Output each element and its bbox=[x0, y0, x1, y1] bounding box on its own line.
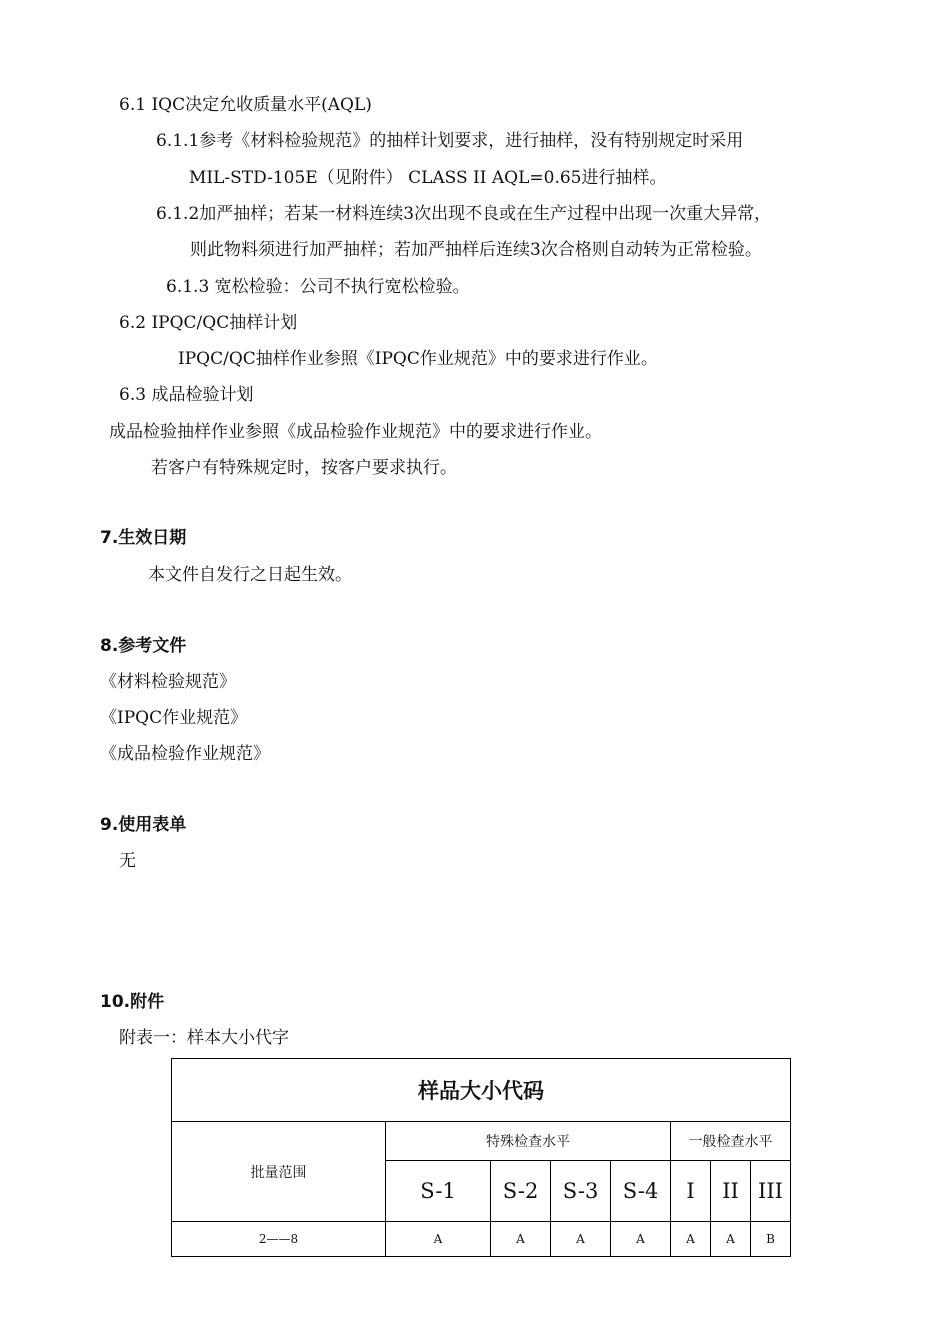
reference-item: 《成品检验作业规范》 bbox=[100, 744, 270, 764]
code-cell: A bbox=[671, 1222, 711, 1257]
code-cell: A bbox=[611, 1222, 671, 1257]
section-9-heading: 9.使用表单 bbox=[100, 815, 187, 835]
section-9-body: 无 bbox=[119, 851, 136, 871]
section-6-2-title: 6.2 IPQC/QC抽样计划 bbox=[119, 313, 298, 333]
code-cell: A bbox=[491, 1222, 551, 1257]
section-6-1-3: 6.1.3 宽松检验：公司不执行宽松检验。 bbox=[166, 277, 470, 297]
level-header: II bbox=[711, 1161, 751, 1222]
lot-range-header: 批量范围 bbox=[172, 1122, 386, 1222]
code-cell: A bbox=[551, 1222, 611, 1257]
section-6-1-2-line-2: 则此物料须进行加严抽样；若加严抽样后连续3次合格则自动转为正常检验。 bbox=[190, 240, 762, 260]
section-6-1-2-line-1: 6.1.2加严抽样；若某一材料连续3次出现不良或在生产过程中出现一次重大异常， bbox=[156, 204, 772, 224]
lot-range-cell: 2——8 bbox=[172, 1222, 386, 1257]
section-10-heading: 10.附件 bbox=[100, 992, 165, 1012]
level-header: S-2 bbox=[491, 1161, 551, 1222]
section-6-3-body: 成品检验抽样作业参照《成品检验作业规范》中的要求进行作业。 bbox=[109, 422, 602, 442]
code-cell: B bbox=[751, 1222, 791, 1257]
level-header: S-3 bbox=[551, 1161, 611, 1222]
level-header: I bbox=[671, 1161, 711, 1222]
section-6-1-1-line-2: MIL-STD-105E（见附件） CLASS II AQL=0.65进行抽样。 bbox=[189, 168, 667, 188]
code-cell: A bbox=[711, 1222, 751, 1257]
section-6-1-title: 6.1 IQC决定允收质量水平(AQL) bbox=[119, 95, 372, 115]
sample-size-code-table bbox=[171, 1058, 791, 1257]
section-8-heading: 8.参考文件 bbox=[100, 636, 187, 656]
level-header: S-1 bbox=[386, 1161, 491, 1222]
reference-item: 《材料检验规范》 bbox=[100, 672, 236, 692]
section-7-heading: 7.生效日期 bbox=[100, 528, 187, 548]
section-6-2-body: IPQC/QC抽样作业参照《IPQC作业规范》中的要求进行作业。 bbox=[178, 349, 658, 369]
section-7-body: 本文件自发行之日起生效。 bbox=[148, 565, 352, 585]
general-level-header: 一般检查水平 bbox=[671, 1122, 791, 1161]
appendix-caption: 附表一：样本大小代字 bbox=[119, 1028, 289, 1048]
special-level-header: 特殊检查水平 bbox=[386, 1122, 671, 1161]
section-6-3-body-2: 若客户有特殊规定时，按客户要求执行。 bbox=[151, 458, 457, 478]
level-header: S-4 bbox=[611, 1161, 671, 1222]
table-row bbox=[172, 1222, 791, 1257]
section-6-3-title: 6.3 成品检验计划 bbox=[119, 385, 254, 405]
section-6-1-1-line-1: 6.1.1参考《材料检验规范》的抽样计划要求，进行抽样，没有特别规定时采用 bbox=[156, 131, 744, 151]
level-header: III bbox=[751, 1161, 791, 1222]
table-title: 样品大小代码 bbox=[172, 1059, 791, 1122]
reference-item: 《IPQC作业规范》 bbox=[100, 708, 248, 728]
code-cell: A bbox=[386, 1222, 491, 1257]
